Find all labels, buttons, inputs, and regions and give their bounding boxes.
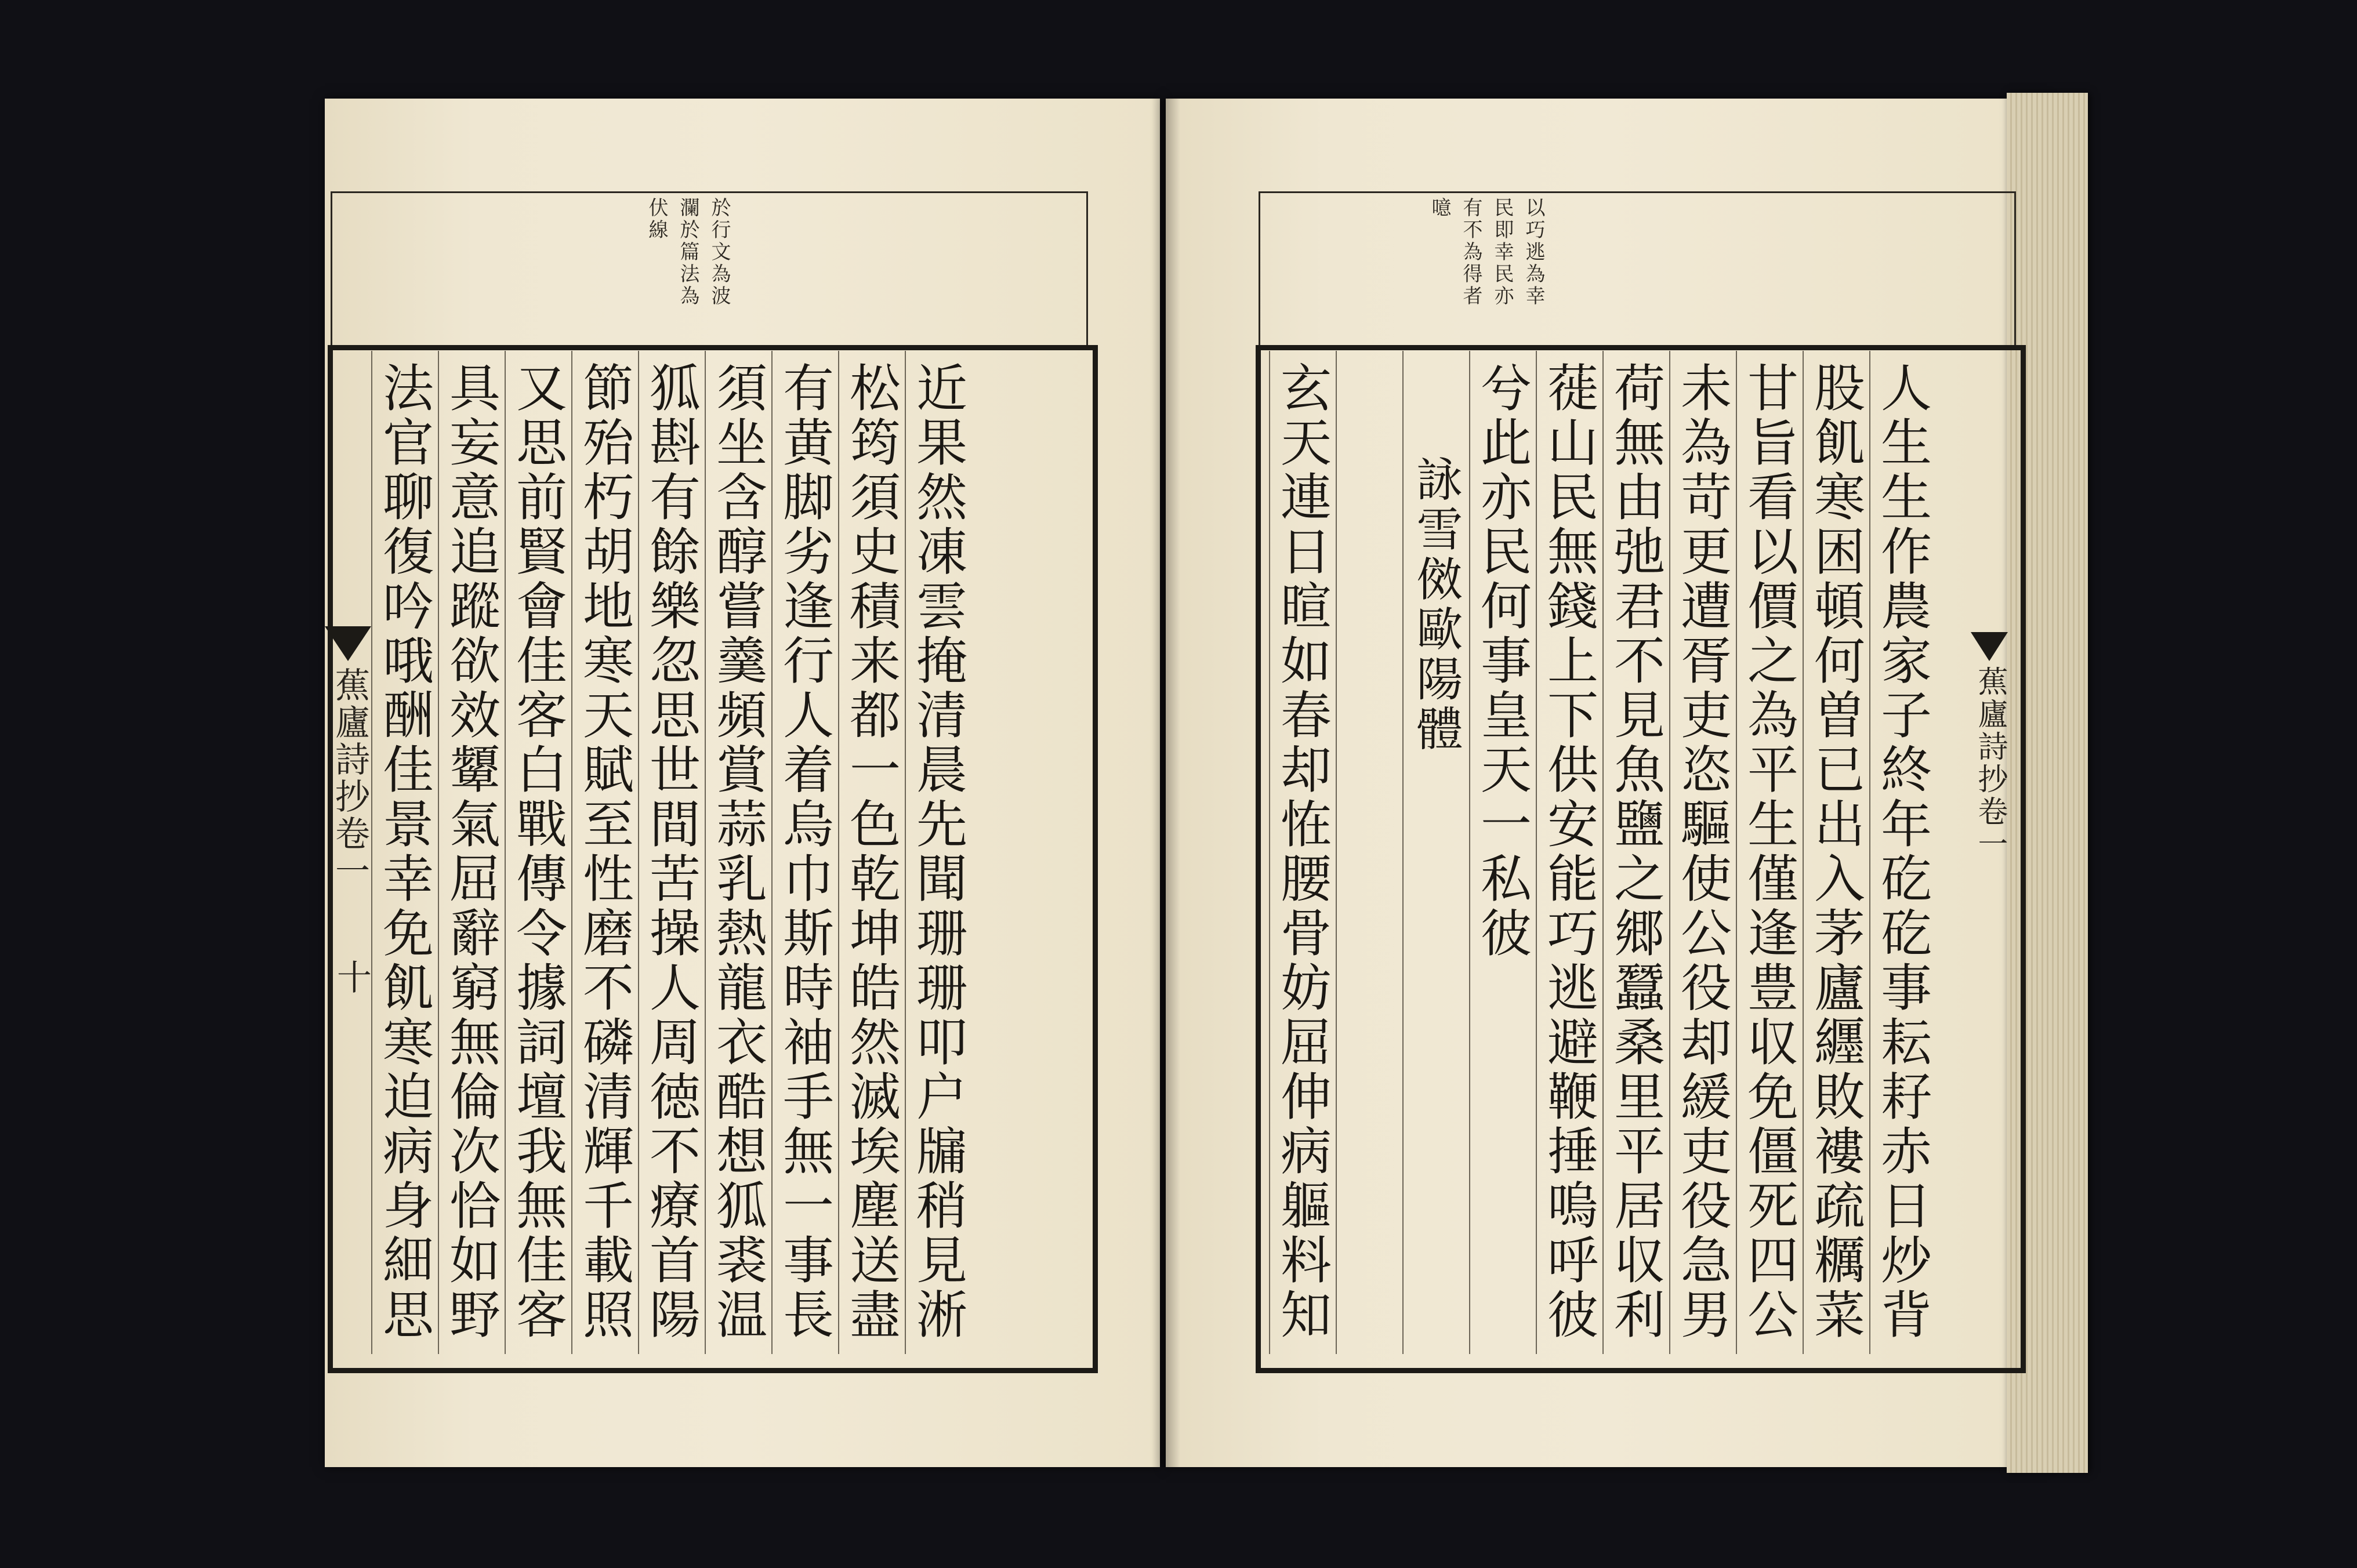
- headnote-line: 以巧逃為幸: [1522, 197, 1545, 307]
- text-column: 兮此亦民何事皇天一私彼: [1469, 351, 1536, 1354]
- headnote-line: 瀾於篇法為: [676, 197, 699, 307]
- headnote-line: 伏線: [645, 197, 668, 241]
- side-tab-right: [1971, 632, 2011, 1154]
- text-column: 股飢寒困頓何曽已出入茅廬纒敗褸疏糲菜: [1803, 351, 1869, 1354]
- fishtail-mark-icon: [1971, 632, 2008, 661]
- headnote-line: 民即幸民亦: [1491, 197, 1514, 307]
- text-column: 蓰山民無錢上下供安能巧逃避鞭捶嗚呼彼: [1536, 351, 1602, 1354]
- fishtail-mark-icon: [325, 626, 371, 661]
- text-column: 玄天連日暄如春却恠腰骨妨屈伸病軀料知: [1269, 351, 1336, 1354]
- side-tab-left: [322, 626, 374, 1195]
- headnote-box-right: [1259, 191, 2016, 350]
- text-column: 未為苛更遭胥吏恣驅使公役却緩吏役急男: [1669, 351, 1736, 1354]
- text-column: 人生生作農家子終年矻矻事耘耔赤日炒背: [1869, 351, 1936, 1354]
- text-column: 具妄意追蹤欲效顰氣屈辭窮無倫次恰如野: [438, 351, 505, 1354]
- blank-column: [1336, 351, 1402, 1354]
- text-column: 法官聊復吟哦酬佳景幸免飢寒迫病身細思: [371, 351, 438, 1354]
- headnote-right: [1427, 197, 1546, 342]
- text-column: 近果然凍雲掩清晨先聞珊珊叩户牖稍見淅: [905, 351, 971, 1354]
- text-column: 狐斟有餘樂忽思世間苦操人周徳不療首陽: [638, 351, 705, 1354]
- headnote-line: 噫: [1428, 197, 1451, 219]
- text-column: 節殆朽胡地寒天賦至性磨不磷清輝千載照: [571, 351, 638, 1354]
- page-number: 十: [331, 959, 372, 994]
- headnote-line: 於行文為波: [708, 197, 731, 307]
- text-column: 須坐含醇嘗羹頻賞蒜乳熱龍衣酷想狐裘温: [705, 351, 771, 1354]
- headnote-line: 有不為得者: [1459, 197, 1482, 307]
- poem-title: 詠雪傚歐陽體: [1402, 351, 1469, 1354]
- book-title-label: 蕉廬詩抄卷一: [329, 667, 370, 890]
- text-columns-left: [371, 351, 971, 1354]
- text-columns-right: [1269, 351, 1936, 1354]
- book-gutter: [1151, 99, 1180, 1467]
- text-column: 又思前賢會佳客白戰傳令據詞壇我無佳客: [505, 351, 571, 1354]
- text-column: 荷無由弛君不見魚鹽之郷蠶桑里平居収利: [1602, 351, 1669, 1354]
- text-column: 松筠須史積来都一色乾坤皓然滅埃塵送盡: [838, 351, 905, 1354]
- headnote-left: [644, 197, 732, 342]
- book-title-label: 蕉廬詩抄卷一: [1972, 666, 2007, 861]
- text-column: 甘旨看以價之為平生僅逢豊収免僵死四公: [1736, 351, 1803, 1354]
- text-column: 有黄脚劣逢行人着烏巾斯時袖手無一事長: [771, 351, 838, 1354]
